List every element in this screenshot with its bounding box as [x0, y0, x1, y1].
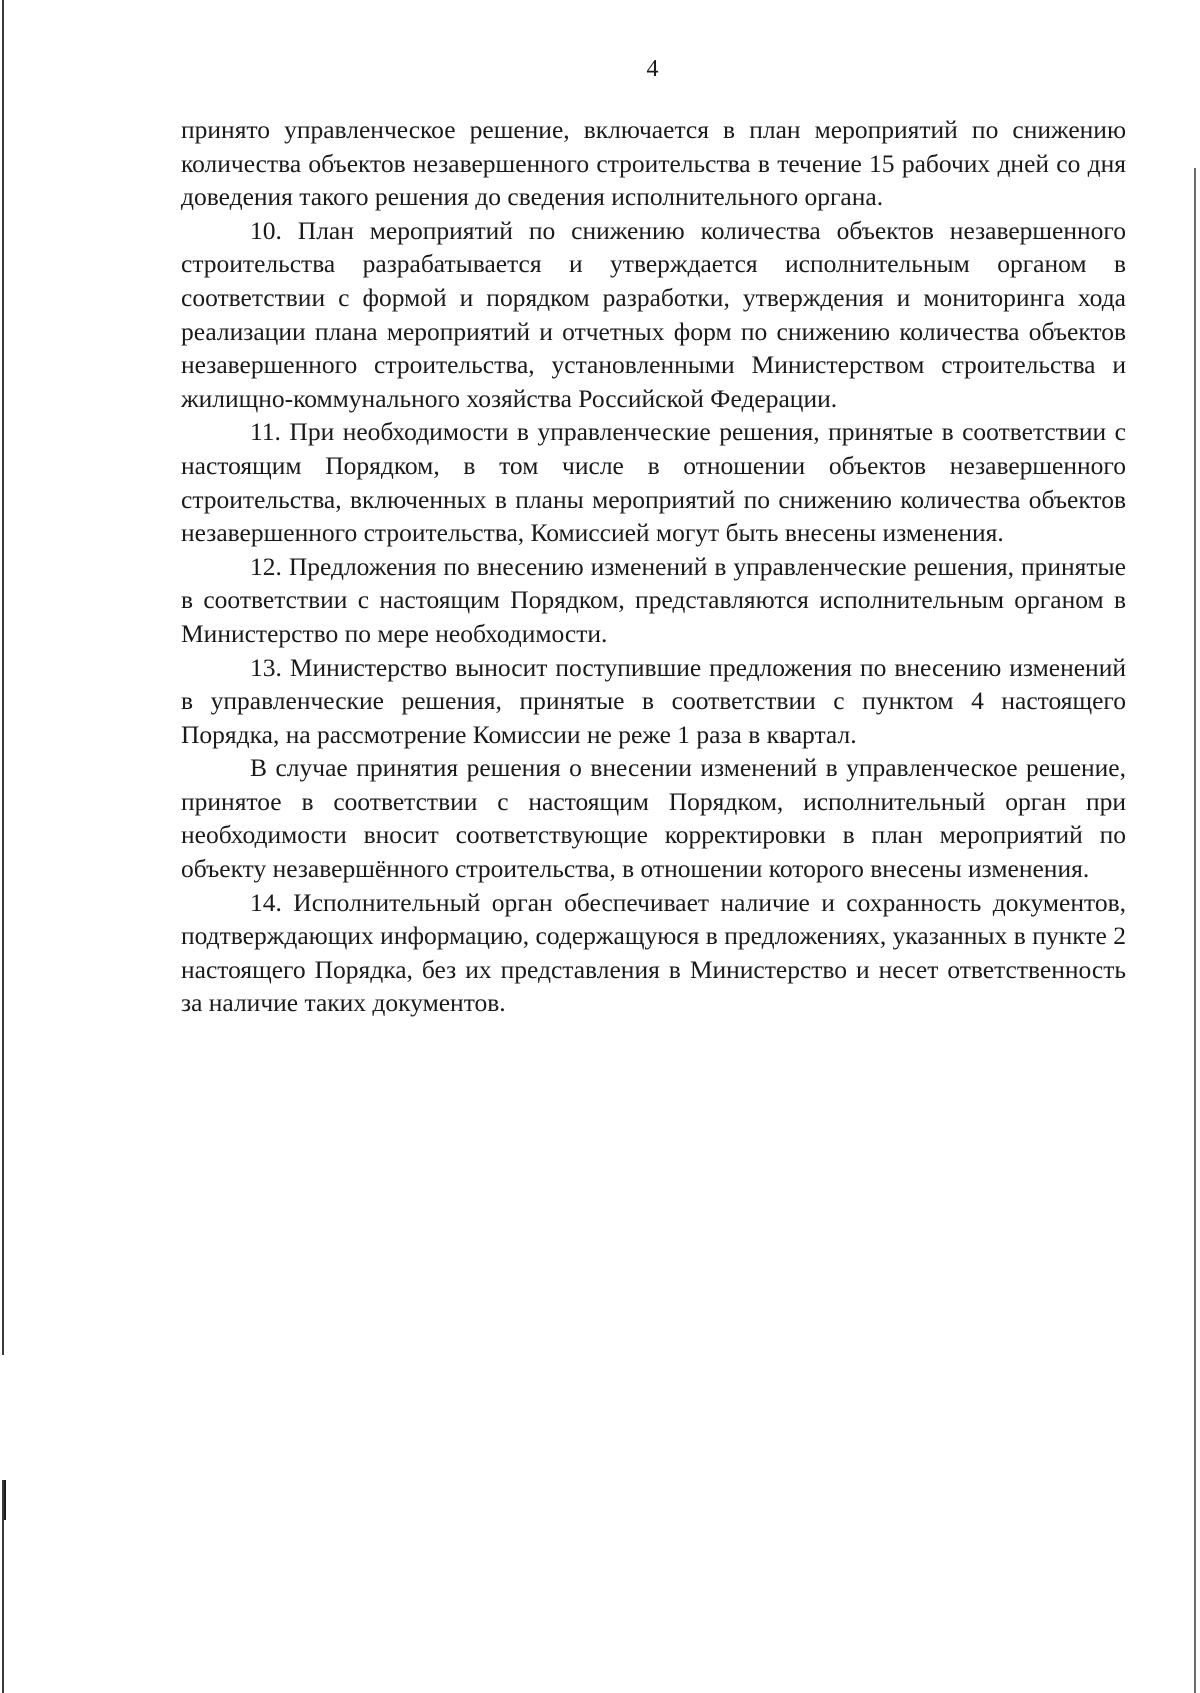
paragraph-item-11: 11. При необходимости в управленческие решения, принятые в соответствии с настоящим Порядком, в том числе в отношении объектов незавершенного строительства, включенных в планы мероприятий по снижению количества объектов незавершенного строительства, Комиссией могут быть внесены изменения. — [181, 417, 1126, 548]
paragraph-continuation: принято управленческое решение, включается в план мероприятий по снижению количества объектов незавершенного строительства в течение 15 рабочих дней со дня доведения такого решения до сведения исполнительного органа. — [181, 115, 1126, 212]
scan-mark-left — [4, 1480, 6, 1520]
page-number: 4 — [646, 56, 659, 82]
paragraph-item-12: 12. Предложения по внесению изменений в управленческие решения, принятые в соответствии с настоящим Порядком, представляются исполнительным органом в Министерство по мере необходимости. — [181, 551, 1126, 648]
paragraph-item-14: 14. Исполнительный орган обеспечивает наличие и сохранность документов, подтверждающих информацию, содержащуюся в предложениях, указанных в пункте 2 настоящего Порядка, без их представления в Министерство и несет ответственность за наличие таких документов. — [181, 887, 1126, 1018]
paragraph-item-10: 10. План мероприятий по снижению количества объектов незавершенного строительства разрабатывается и утверждается исполнительным органом в соответствии с формой и порядком разработки, утверждения и мониторинга хода реализации плана мероприятий и отчетных форм по снижению количества объектов незавершенного строительства, установленными Министерством строительства и жилищно-коммунального хозяйства Российской Федерации. — [181, 215, 1126, 413]
paragraph-item-13: 13. Министерство выносит поступившие предложения по внесению изменений в управленческие решения, принятые в соответствии с пунктом 4 настоящего Порядка, на рассмотрение Комиссии не реже 1 раза в квартал. — [181, 652, 1126, 749]
scan-edge-left — [2, 0, 4, 1355]
scan-edge-right — [1194, 168, 1196, 1693]
paragraph-item-13-continuation: В случае принятия решения о внесении изменений в управленческое решение, принятое в соответствии с настоящим Порядком, исполнительный орган при необходимости вносит соответствующие корректировки в план мероприятий по объекту незавершённого строительства, в отношении которого внесены изменения. — [181, 753, 1126, 884]
document-body — [181, 113, 1126, 1020]
